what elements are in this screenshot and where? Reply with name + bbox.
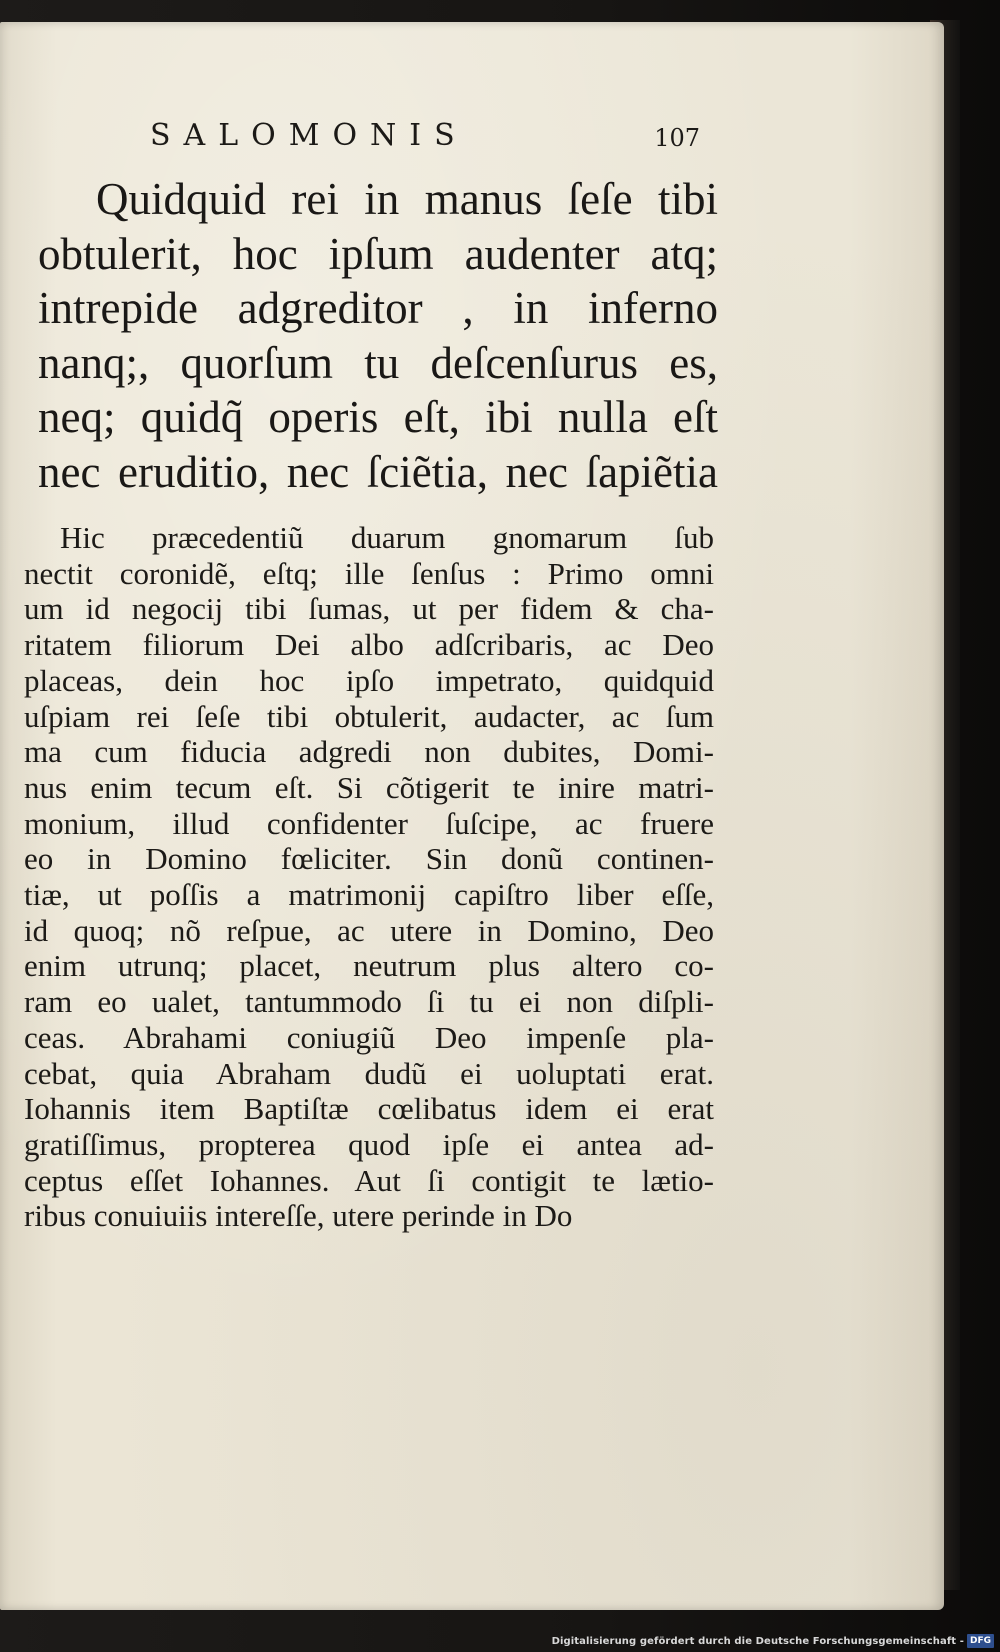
- running-title: SALOMONIS: [150, 118, 468, 153]
- commentary-line: enim utrunq; placet, neutrum plus altero co-: [24, 948, 714, 984]
- commentary-line: Hic præcedentiũ duarum gnomarum ſub: [60, 520, 714, 555]
- commentary-line: monium, illud confidenter ſuſcipe, ac fruere: [24, 805, 714, 841]
- commentary-line: cebat, quia Abraham dudũ ei uoluptati erat.: [24, 1055, 714, 1091]
- verse-line: Quidquid rei in manus ſeſe tibi: [96, 174, 718, 224]
- verse-line: neq; quidq̃ operis eſt, ibi nulla eſt: [38, 392, 718, 442]
- verse-text-block: [38, 172, 718, 499]
- verse-line: intrepide adgreditor , in inferno: [38, 283, 718, 333]
- commentary-line: ritatem filiorum Dei albo adſcribaris, ac Deo: [24, 627, 714, 663]
- verse-line: nec eruditio, nec ſciẽtia, nec ſapiẽtia: [38, 446, 718, 497]
- digitization-credit: [552, 1633, 994, 1649]
- commentary-line: ram eo ualet, tantummodo ſi tu ei non diſpli-: [24, 984, 714, 1020]
- commentary-line: ceas. Abrahami coniugiũ Deo impenſe pla-: [24, 1019, 714, 1055]
- commentary-line: nus enim tecum eſt. Si cõtigerit te inire matri-: [24, 769, 714, 805]
- commentary-line: id quoq; nõ reſpue, ac utere in Domino, Deo: [24, 912, 714, 948]
- credit-text: Digitalisierung gefördert durch die Deutsche Forschungsgemeinschaft -: [551, 1635, 964, 1647]
- commentary-line: eo in Domino fœliciter. Sin donũ continen-: [24, 841, 714, 877]
- verse-line: obtulerit, hoc ipſum audenter atq;: [38, 228, 718, 279]
- commentary-line: ceptus eſſet Iohannes. Aut ſi contigit te lætio-: [24, 1162, 714, 1198]
- commentary-line: gratiſſimus, propterea quod ipſe ei antea ad-: [24, 1126, 714, 1162]
- commentary-text-block: [24, 520, 714, 1234]
- commentary-line: placeas, dein hoc ipſo impetrato, quidquid: [24, 662, 714, 698]
- commentary-line: ribus conuiuiis intereſſe, utere perinde in Do: [24, 1198, 573, 1234]
- commentary-line: tiæ, ut poſſis a matrimonij capiſtro liber eſſe,: [24, 877, 714, 913]
- dfg-logo: DFG: [967, 1634, 994, 1648]
- page-number: 107: [654, 124, 700, 152]
- commentary-line: ma cum fiducia adgredi non dubites, Domi-: [24, 734, 714, 770]
- page-header: [150, 118, 700, 158]
- commentary-line: Iohannis item Baptiſtæ cœlibatus idem ei erat: [24, 1091, 714, 1127]
- verse-line: nanq;, quorſum tu deſcenſurus es,: [38, 337, 718, 388]
- commentary-line: um id negocij tibi ſumas, ut per fidem & cha-: [24, 591, 714, 627]
- commentary-line: uſpiam rei ſeſe tibi obtulerit, audacter, ac ſum: [24, 698, 714, 734]
- commentary-line: nectit coronidẽ, eſtq; ille ſenſus : Primo omni: [24, 555, 714, 591]
